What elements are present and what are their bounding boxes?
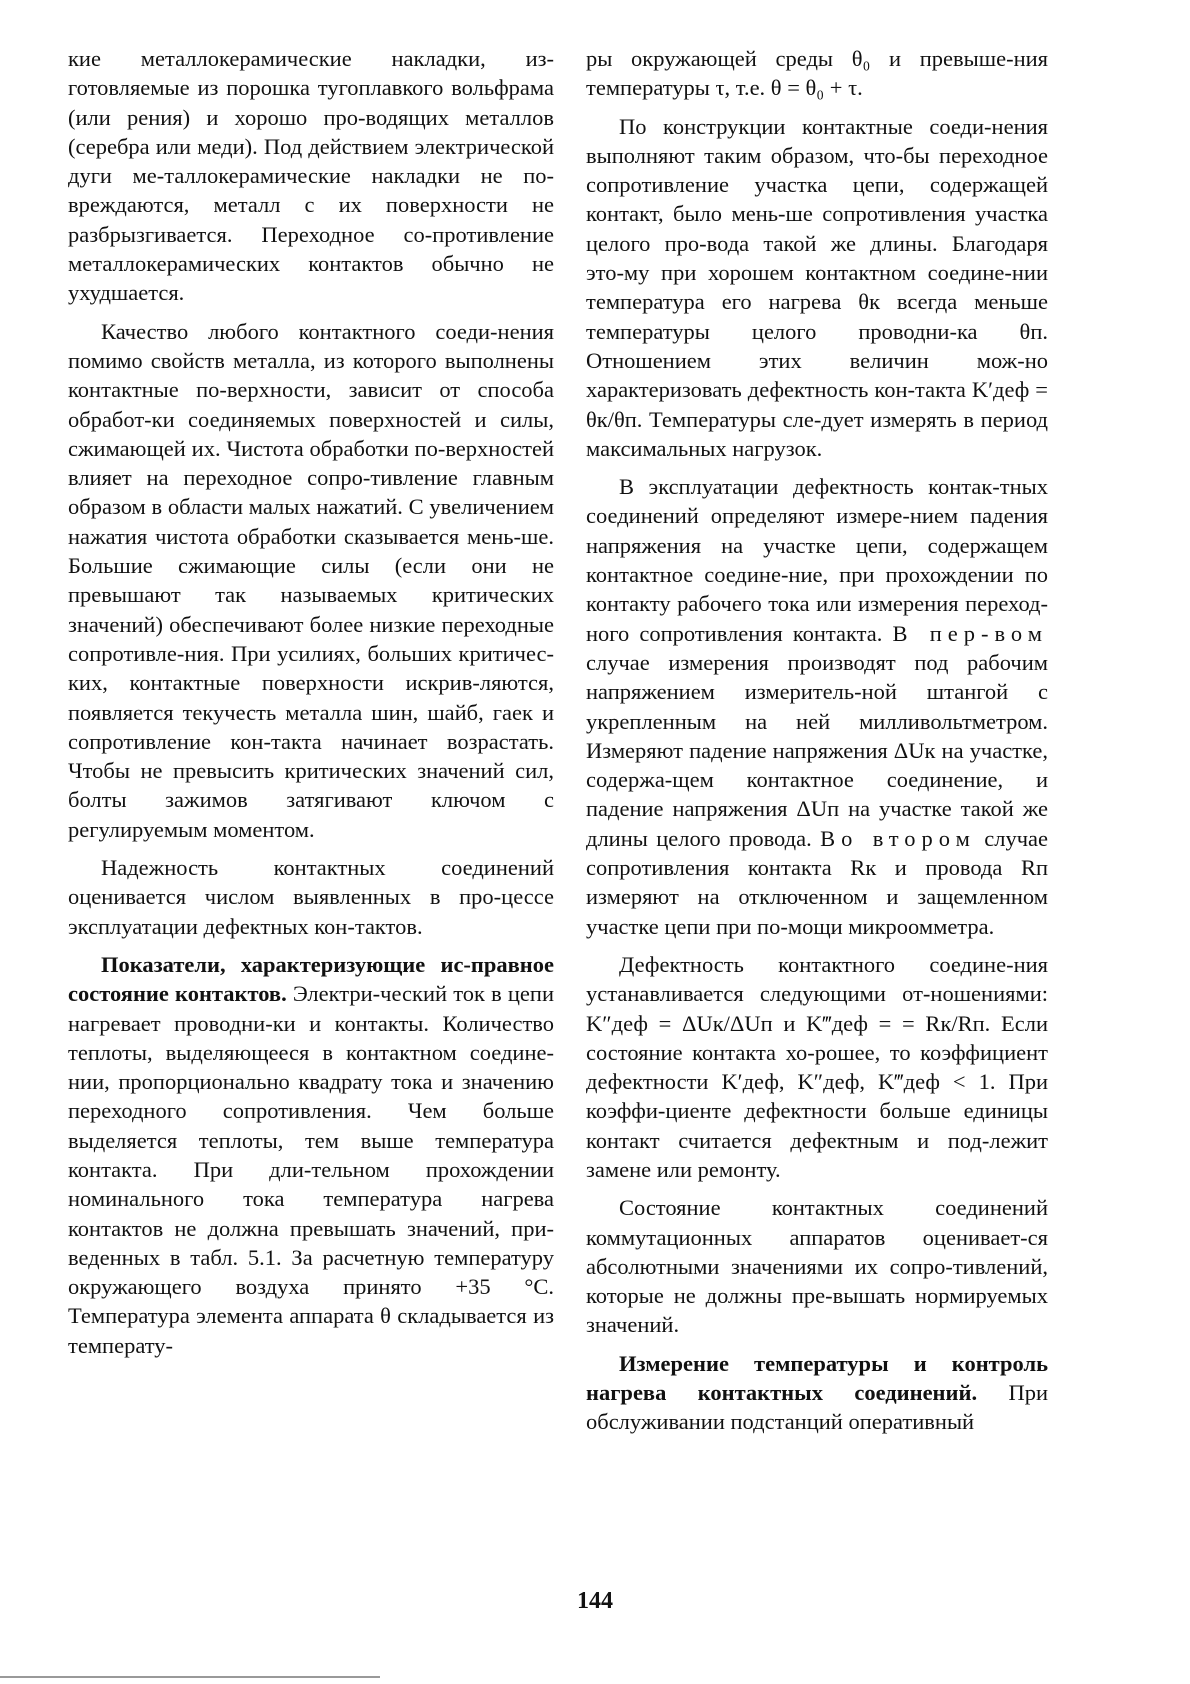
paragraph: Качество любого контактного соеди-нения помимо свойств металла, из которого выполнены контактные по-верхности, зависит от способа обработ-ки соединяемых поверхностей и силы, сжимающей их. Чистота обработки по-верхностей влияет на переходное сопро-тивление главным образом в области малых нажатий. С увеличением нажатия чистота обработки сказывается мень-ше. Большие сжимающие силы (если они не превышают так называемых критических значений) обеспечивают более низкие переходные сопротивле-ния. При усилиях, больших критичес-ких, контактные поверхности искрив-ляются, появляется текучесть металла шин, шайб, гаек и сопротивление кон-такта начинает возрастать. Чтобы не превысить критических значений сил, болты зажимов затягивают ключом с регулируемым моментом.	[68, 318, 554, 842]
paragraph: ры окружающей среды θ₀ и превыше-ния температуры τ, т.е. θ = θ₀ + τ.	[586, 46, 1048, 101]
paragraph	[68, 950, 554, 1360]
paragraph	[586, 1349, 1048, 1437]
paragraph: Состояние контактных соединений коммутационных аппаратов оценивает-ся абсолютными значениями их сопро-тивлений, которые не должны пре-вышать нормируемых значений.	[586, 1195, 1048, 1338]
paragraph: По конструкции контактные соеди-нения выполняют таким образом, что-бы переходное сопротивление участка цепи, содержащей контакт, было мень-ше сопротивления участка целого про-вода такой же длины. Благодаря это-му при хорошем контактном соедине-нии температура его нагрева θк всегда меньше температуры целого проводни-ка θп. Отношением этих величин мож-но характеризовать дефектность кон-такта K′деф = θк/θп. Температуры сле-дует измерять в период максимальных нагрузок.	[586, 113, 1048, 461]
paragraph: Дефектность контактного соедине-ния устанавливается следующими от-ношениями: K″деф = ΔUк/ΔUп и K‴деф = = Rк/Rп. Если состояние контакта хо-рошее, то коэффициент дефектности K′деф, K″деф, K‴деф < 1. При коэффи-циенте дефектности больше единицы контакт считается дефектным и под-лежит замене или ремонту.	[586, 951, 1048, 1182]
page-number: 144	[577, 1588, 613, 1614]
paragraph-text: случае измерения производят под рабочим напряжением измеритель-ной штангой с укрепленным на ней милливольтметром. Измеряют падение напряжения ΔUк на участке, содержа-щем контактное соединение, и падение напряжения ΔUп на участке такой же длины целого провода.	[586, 649, 1048, 851]
left-column	[68, 44, 554, 1369]
spaced-emphasis: Во втором	[820, 825, 976, 851]
paragraph: кие металлокерамические накладки, из-готовляемые из порошка тугоплавкого вольфрама (или рения) и хорошо про-водящих металлов (серебра или меди). Под действием электрической дуги ме-таллокерамические накладки не по-вреждаются, металл с их поверхности не разбрызгивается. Переходное со-противление металлокерамических контактов обычно не ухудшается.	[68, 46, 554, 306]
section-heading: Измерение температуры и контроль нагрева контактных соединений.	[586, 1350, 1048, 1406]
paragraph: Надежность контактных соединений оценивается числом выявленных в про-цессе эксплуатации дефектных кон-тактов.	[68, 855, 554, 939]
spaced-emphasis: В пер-вом	[892, 620, 1048, 646]
paragraph-text: Электри-ческий ток в цепи нагревает проводни-ки и контакты. Количество теплоты, выделяющееся в контактном соедине-нии, пропорционально квадрату тока и значению переходного сопротивления. Чем больше выделяется теплоты, тем выше температура контакта. При дли-тельном прохождении номинального тока температура нагрева контактов не должна превышать значений, при-веденных в табл. 5.1. За расчетную температуру окружающего воздуха принято +35 °С. Температура элемента аппарата θ складывается из температу-	[68, 981, 554, 1358]
paragraph-text: В эксплуатации дефектность контак-тных соединений определяют измере-нием падения напряжения на участке цепи, содержащем контактное соедине-ние, при прохождении по контакту рабочего тока или измерения переход-ного сопротивления контакта.	[586, 474, 1048, 646]
section-heading: Показатели, характеризующие ис-правное состояние контактов.	[68, 951, 554, 1007]
paragraph-text: При обслуживании подстанций оперативный	[586, 1380, 1048, 1435]
paragraph	[586, 472, 1048, 941]
scan-edge-line	[0, 1676, 380, 1678]
paragraph-text: случае сопротивления контакта Rк и провода Rп измеряют на отключенном и защемленном участке цепи при по-мощи микроомметра.	[586, 825, 1048, 939]
right-column	[586, 44, 1048, 1446]
